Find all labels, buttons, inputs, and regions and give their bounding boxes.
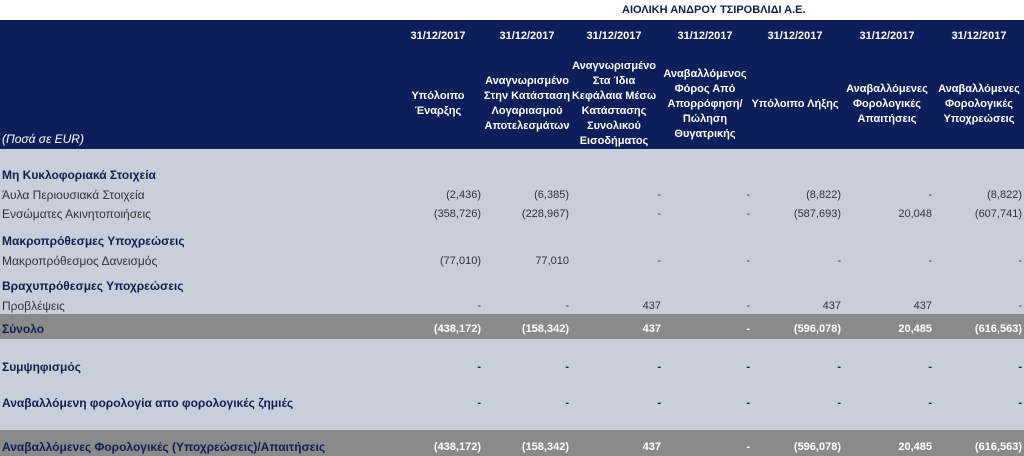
- row-label: Ενσώματες Ακινητοποιήσεις: [2, 207, 151, 221]
- column-header-1: Υπόλοιπο Έναρξης: [411, 90, 465, 117]
- row-label: Μη Κυκλοφοριακά Στοιχεία: [2, 168, 156, 182]
- cell-value: (438,172): [433, 441, 481, 453]
- company-title-bar: [0, 0, 1024, 20]
- cell-value: -: [928, 397, 932, 409]
- cell-value: -: [746, 300, 750, 312]
- total-row: [0, 314, 1024, 339]
- cell-value: (6,385): [534, 189, 569, 201]
- cell-value: (607,741): [974, 208, 1022, 220]
- column-header-2: Αναγνωρισμένο Στην Κατάσταση Λογαριασμού Αποτελεσμάτων: [483, 75, 571, 132]
- cell-value: 437: [642, 323, 661, 335]
- cell-value: -: [746, 441, 750, 453]
- cell-value: (8,822): [987, 189, 1022, 201]
- unit-label: (Ποσά σε EUR): [2, 132, 84, 146]
- column-date-5: 31/12/2017: [767, 30, 823, 42]
- cell-value: -: [746, 397, 750, 409]
- section-row: [0, 167, 1024, 185]
- column-header-3: Αναγνωρισμένο Στα Ίδια Κεφάλαια Μέσω Κατάστασης Συνολικού Εισοδήματος: [571, 60, 657, 147]
- cell-value: 437: [822, 300, 841, 312]
- table-body: [0, 149, 1024, 456]
- row-label: Αναβαλλόμενες Φορολογικές (Υποχρεώσεις)/Απαιτήσεις: [2, 440, 326, 454]
- cell-value: (158,342): [521, 323, 569, 335]
- column-date-7: 31/12/2017: [951, 30, 1007, 42]
- cell-value: (596,078): [793, 441, 841, 453]
- cell-value: -: [477, 397, 481, 409]
- row-label: Βραχυπρόθεσμες Υποχρεώσεις: [2, 279, 184, 293]
- cell-value: (358,726): [433, 208, 481, 220]
- table-row: [0, 206, 1024, 224]
- row-label: Αναβαλλόμενη φορολογία απο φορολογικές ζημιές: [2, 396, 294, 410]
- cell-value: -: [746, 255, 750, 267]
- cell-value: 77,010: [535, 255, 569, 267]
- row-label: Σύνολο: [2, 322, 45, 336]
- cell-value: (596,078): [793, 323, 841, 335]
- cell-value: -: [657, 255, 661, 267]
- cell-value: -: [1018, 255, 1022, 267]
- cell-value: 437: [913, 300, 932, 312]
- cell-value: -: [928, 361, 932, 373]
- section-row: [0, 233, 1024, 251]
- table-row: [0, 187, 1024, 205]
- cell-value: (616,563): [974, 441, 1022, 453]
- column-header-5: Υπόλοιπο Λήξης: [751, 97, 839, 110]
- cell-value: -: [1018, 361, 1022, 373]
- cell-value: -: [837, 255, 841, 267]
- cell-value: -: [477, 300, 481, 312]
- column-header-7: Αναβαλλόμενες Φορολογικές Υποχρεώσεις: [938, 82, 1020, 125]
- company-name: ΑΙΟΛΙΚΗ ΑΝΔΡΟΥ ΤΣΙΡΟΒΛΙΔΙ Α.Ε.: [622, 4, 806, 16]
- table-row: [0, 395, 1024, 413]
- cell-value: -: [565, 300, 569, 312]
- cell-value: -: [477, 361, 481, 373]
- column-header-4: Αναβαλλόμενος Φόρος Από Απορρόφηση/ Πώληση Θυγατρικής: [663, 67, 747, 140]
- cell-value: (8,822): [806, 189, 841, 201]
- cell-value: -: [657, 397, 661, 409]
- cell-value: -: [928, 189, 932, 201]
- cell-value: -: [746, 208, 750, 220]
- cell-value: (228,967): [521, 208, 569, 220]
- cell-value: 20,048: [898, 208, 932, 220]
- cell-value: (77,010): [440, 255, 481, 267]
- row-label: Άυλα Περιουσιακά Στοιχεία: [2, 188, 145, 202]
- cell-value: -: [657, 189, 661, 201]
- cell-value: -: [928, 255, 932, 267]
- column-header-6: Αναβαλλόμενες Φορολογικές Απαιτήσεις: [846, 82, 928, 125]
- cell-value: -: [657, 208, 661, 220]
- row-label: Μακροπρόθεσμος Δανεισμός: [2, 254, 158, 268]
- cell-value: -: [565, 397, 569, 409]
- cell-value: -: [746, 189, 750, 201]
- cell-value: -: [746, 361, 750, 373]
- section-row: [0, 278, 1024, 296]
- row-label: Συμψηφισμός: [2, 360, 81, 374]
- cell-value: -: [1018, 397, 1022, 409]
- cell-value: (616,563): [974, 323, 1022, 335]
- table-header: [0, 20, 1024, 149]
- cell-value: -: [837, 361, 841, 373]
- column-date-3: 31/12/2017: [586, 30, 642, 42]
- cell-value: (2,436): [446, 189, 481, 201]
- column-date-4: 31/12/2017: [677, 30, 733, 42]
- cell-value: -: [1018, 300, 1022, 312]
- cell-value: -: [746, 323, 750, 335]
- cell-value: -: [657, 361, 661, 373]
- cell-value: 20,485: [898, 323, 932, 335]
- table-row: [0, 359, 1024, 377]
- cell-value: -: [565, 361, 569, 373]
- column-date-2: 31/12/2017: [499, 30, 555, 42]
- cell-value: -: [837, 397, 841, 409]
- cell-value: 437: [642, 300, 661, 312]
- cell-value: (158,342): [521, 441, 569, 453]
- total-row: [0, 430, 1024, 456]
- cell-value: (587,693): [793, 208, 841, 220]
- column-date-6: 31/12/2017: [859, 30, 915, 42]
- table-row: [0, 253, 1024, 271]
- row-label: Προβλέψεις: [2, 299, 65, 313]
- cell-value: 20,485: [898, 441, 932, 453]
- cell-value: 437: [642, 441, 661, 453]
- column-date-1: 31/12/2017: [410, 30, 466, 42]
- row-label: Μακροπρόθεσμες Υποχρεώσεις: [2, 234, 185, 248]
- cell-value: (438,172): [433, 323, 481, 335]
